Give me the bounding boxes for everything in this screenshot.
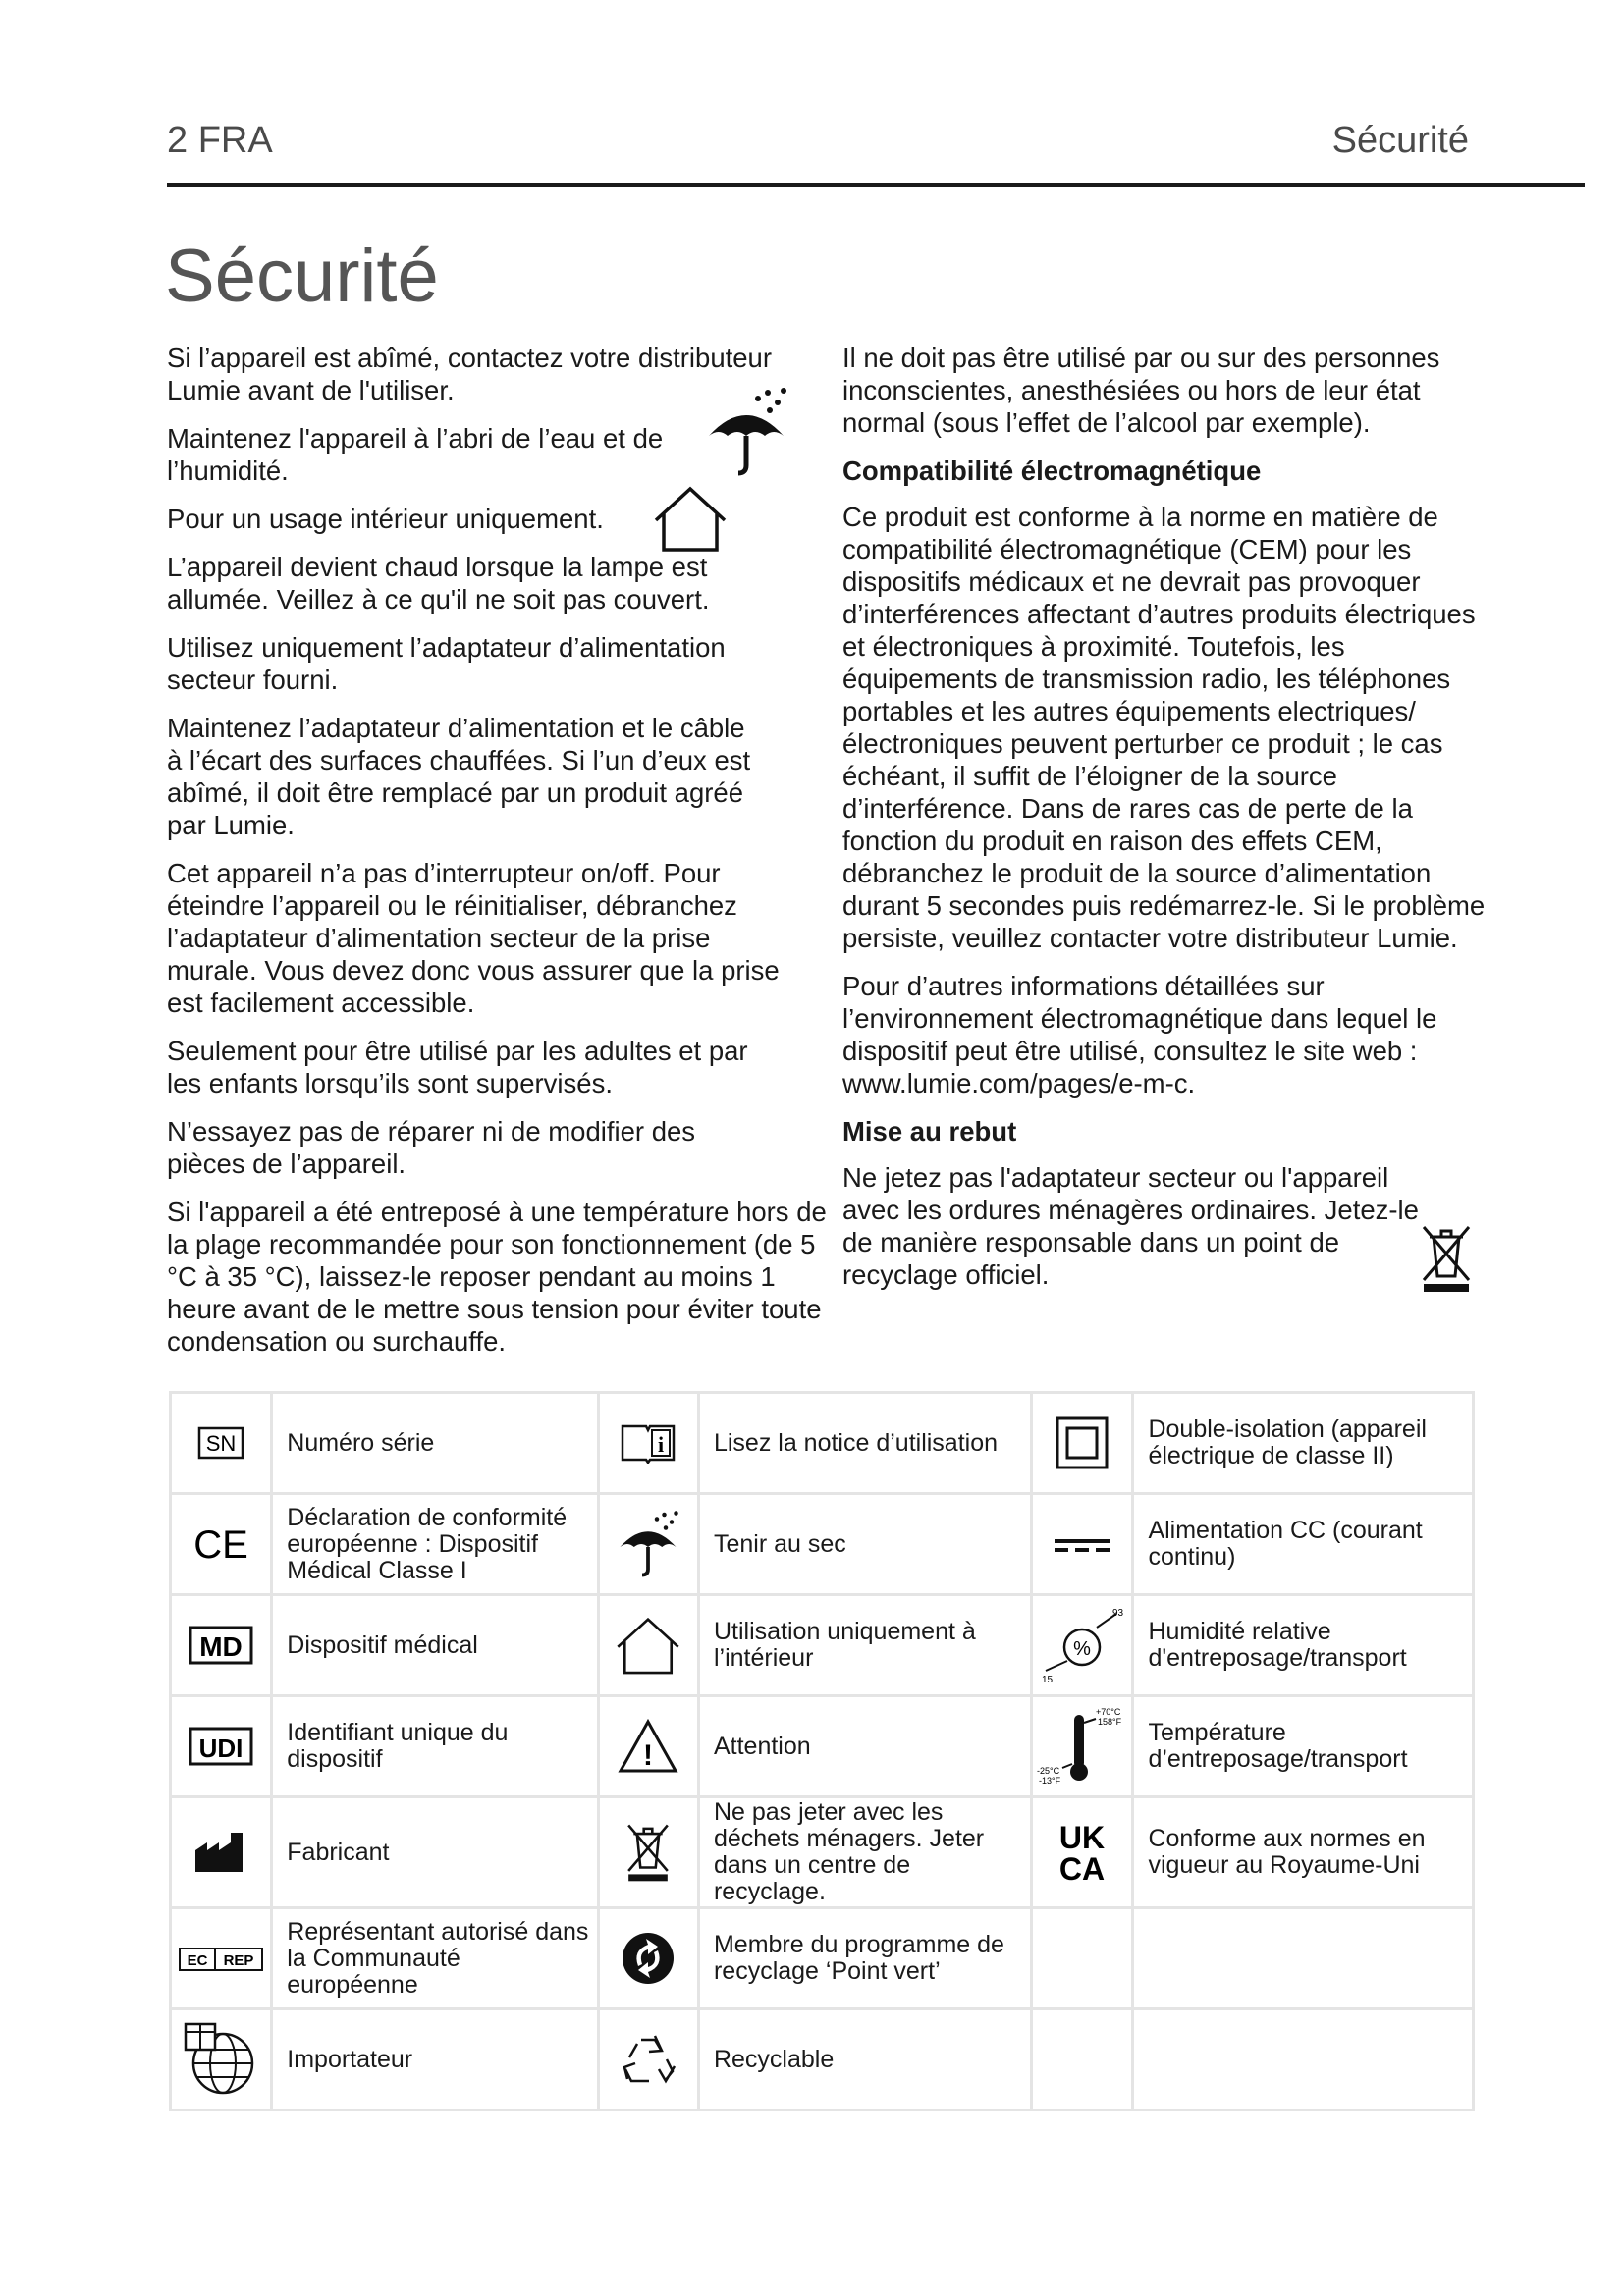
table-row: [171, 1393, 1474, 1494]
symbol-cell: [598, 1696, 698, 1797]
manufacturer-icon: [193, 1831, 248, 1874]
symbol-label: Ne pas jeter avec les déchets ménagers. Jeter dans un centre de recyclage.: [698, 1797, 1031, 1908]
symbol-label: Tenir au sec: [698, 1494, 1031, 1595]
symbol-label: Attention: [698, 1696, 1031, 1797]
emc-heading: Compatibilité électromagnétique: [842, 455, 1262, 486]
paragraph-emc: Ce produit est conforme à la norme en matière de compatibilité électromagnétique (CEM) pour les dispositifs médicaux et ne devrait pas provoquer d’interférences affectant d’autres produits électriques et électroniques à proximité. Toutefois, les équipements de transmission radio, les téléphones portables et les autres équipements electriques/électroniques peuvent perturber ce produit ; le cas échéant, il suffit de l’éloigner de la source d’interférence. Dans de rares cas de perte de la fonction du produit en raison des effets CEM, débranchez le produit de la source d’alimentation durant 5 secondes puis redémarrez-le. Si le problème persiste, veuillez contacter votre distributeur Lumie.: [842, 502, 1486, 953]
importer-icon: [184, 2022, 258, 2097]
thermometer-min-c: -25°C: [1037, 1766, 1060, 1776]
ec-rep-text-1: EC: [187, 1951, 208, 1969]
udi-icon: [189, 1727, 253, 1766]
symbol-cell: [598, 2009, 698, 2110]
symbol-label: Déclaration de conformité européenne : Dispositif Médical Classe I: [272, 1494, 598, 1595]
warning-icon-text: !: [643, 1739, 654, 1772]
weee-bin-icon: [1418, 1223, 1475, 1294]
table-row: [171, 1908, 1474, 2009]
symbol-cell: [171, 2009, 272, 2110]
symbol-cell: [171, 1494, 272, 1595]
dc-power-icon: [1053, 1535, 1111, 1555]
paragraph-emc-more: Pour d’autres informations détaillées sur l’environnement électromagnétique dans lequel le dispositif peut être utilisé, consultez le site web : www.lumie.com/pages/e-m-c.: [842, 971, 1437, 1098]
instructions-icon-text: i: [658, 1432, 665, 1457]
md-icon-text: MD: [199, 1631, 243, 1662]
table-row: [171, 1494, 1474, 1595]
symbol-label: Importateur: [272, 2009, 598, 2110]
symbol-cell: [1031, 1494, 1133, 1595]
table-row: [171, 1696, 1474, 1797]
symbol-label: Membre du programme de recyclage ‘Point vert’: [698, 1908, 1031, 2009]
symbol-label: Humidité relative d'entreposage/transport: [1133, 1595, 1474, 1696]
page-title: Sécurité: [165, 235, 439, 318]
symbol-label: Utilisation uniquement à l’intérieur: [698, 1595, 1031, 1696]
symbol-cell: [171, 1393, 272, 1494]
ce-mark-text: CE: [193, 1523, 248, 1566]
right-column: [842, 342, 1490, 1307]
symbol-label: Fabricant: [272, 1797, 598, 1908]
ec-rep-icon: [178, 1947, 264, 1972]
symbol-label: Lisez la notice d’utilisation: [698, 1393, 1031, 1494]
md-icon: [189, 1626, 253, 1665]
sn-icon: [197, 1426, 244, 1460]
symbol-cell: [598, 1393, 698, 1494]
symbol-cell: [171, 1595, 272, 1696]
symbol-cell: [598, 1797, 698, 1908]
symbol-label: Représentant autorisé dans la Communauté européenne: [272, 1908, 598, 2009]
paragraph-indoor: Pour un usage intérieur uniquement.: [167, 504, 604, 534]
recycle-icon: [620, 2032, 677, 2087]
humidity-max: 93: [1112, 1608, 1124, 1619]
ukca-icon-text-2: CA: [1058, 1851, 1106, 1884]
thermometer-icon: [1035, 1705, 1129, 1788]
paragraph-adapter: Utilisez uniquement l’adaptateur d’alimentation secteur fourni.: [167, 632, 726, 695]
instructions-icon: [619, 1422, 677, 1464]
empty-cell: [1031, 1908, 1133, 2009]
disposal-heading: Mise au rebut: [842, 1116, 1017, 1147]
ukca-icon: [1053, 1821, 1111, 1884]
symbol-label: Numéro série: [272, 1393, 598, 1494]
symbol-cell: [598, 1595, 698, 1696]
ec-rep-text-2: REP: [223, 1951, 254, 1969]
umbrella-icon: [613, 1507, 683, 1581]
empty-cell: [1031, 2009, 1133, 2110]
symbol-cell: [171, 1696, 272, 1797]
symbol-label: Double-isolation (appareil électrique de classe II): [1133, 1393, 1474, 1494]
thermometer-max-c: +70°C: [1096, 1707, 1121, 1717]
symbol-cell: [1031, 1797, 1133, 1908]
paragraph-temperature: Si l'appareil a été entreposé à une température hors de la plage recommandée pour son fonctionnement (de 5 °C à 35 °C), laissez-le reposer pendant au moins 1 heure avant de le mettre sous tension pour éviter toute condensation ou surchauffe.: [167, 1197, 827, 1357]
symbols-table: [169, 1391, 1475, 2111]
symbol-label: Alimentation CC (courant continu): [1133, 1494, 1474, 1595]
paragraph-supervision: Seulement pour être utilisé par les adultes et par les enfants lorsqu’ils sont supervisés.: [167, 1036, 748, 1098]
symbol-label: Température d’entreposage/transport: [1133, 1696, 1474, 1797]
symbol-label: Conforme aux normes en vigueur au Royaume-Uni: [1133, 1797, 1474, 1908]
house-icon: [613, 1614, 683, 1677]
paragraph-unconscious: Il ne doit pas être utilisé par ou sur des personnes inconscientes, anesthésiées ou hors de leur état normal (sous l’effet de l’alcool par exemple).: [842, 343, 1440, 438]
paragraph-cable: Maintenez l’adaptateur d’alimentation et le câble à l’écart des surfaces chauffées. Si l’un d’eux est abîmé, il doit être remplacé par un produit agréé par Lumie.: [167, 713, 751, 840]
paragraph-no-switch: Cet appareil n’a pas d’interrupteur on/off. Pour éteindre l’appareil ou le réinitialiser, débranchez l’adaptateur d’alimentation secteur de la prise murale. Vous devez donc vous assurer que la prise est facilement accessible.: [167, 858, 780, 1018]
symbol-cell: [1031, 1595, 1133, 1696]
ce-mark-icon: [193, 1522, 248, 1566]
symbol-cell: [1031, 1393, 1133, 1494]
left-column: [167, 342, 835, 1373]
ukca-icon-text-1: UK: [1058, 1821, 1106, 1855]
umbrella-icon: [699, 385, 793, 479]
double-insulation-icon: [1055, 1415, 1110, 1470]
paragraph-disposal: Ne jetez pas l'adaptateur secteur ou l'appareil avec les ordures ménagères ordinaires. Jetez-le de manière responsable dans un point de recyclage officiel.: [842, 1162, 1419, 1290]
green-dot-icon: [621, 1931, 676, 1986]
table-row: [171, 1595, 1474, 1696]
table-row: [171, 2009, 1474, 2110]
humidity-min: 15: [1042, 1675, 1054, 1684]
symbol-label: Identifiant unique du dispositif: [272, 1696, 598, 1797]
symbol-cell: [1031, 1696, 1133, 1797]
weee-bin-icon: [623, 1821, 673, 1884]
udi-icon-text: UDI: [198, 1734, 244, 1763]
empty-cell: [1133, 2009, 1474, 2110]
symbol-label: Dispositif médical: [272, 1595, 598, 1696]
warning-icon: [617, 1718, 679, 1775]
paragraph-moisture: Maintenez l'appareil à l’abri de l’eau et de l’humidité.: [167, 423, 664, 486]
sn-icon-text: SN: [205, 1431, 237, 1456]
symbol-cell: [171, 1797, 272, 1908]
humidity-icon: [1038, 1606, 1126, 1684]
empty-cell: [1133, 1908, 1474, 2009]
paragraph-hot: L’appareil devient chaud lorsque la lampe est allumée. Veillez à ce qu'il ne soit pas couvert.: [167, 552, 710, 614]
symbol-cell: [598, 1494, 698, 1595]
thermometer-max-f: 158°F: [1098, 1717, 1122, 1727]
symbol-label: Recyclable: [698, 2009, 1031, 2110]
header-section-title: Sécurité: [1331, 120, 1469, 161]
paragraph-no-repair: N’essayez pas de réparer ni de modifier des pièces de l’appareil.: [167, 1116, 696, 1179]
humidity-icon-text: %: [1073, 1638, 1091, 1660]
thermometer-min-f: -13°F: [1039, 1776, 1061, 1786]
header-divider: [167, 183, 1585, 187]
paragraph-damaged: Si l’appareil est abîmé, contactez votre distributeur Lumie avant de l'utiliser.: [167, 343, 772, 405]
symbol-cell: [171, 1908, 272, 2009]
table-row: [171, 1797, 1474, 1908]
house-icon: [650, 483, 731, 554]
symbol-cell: [598, 1908, 698, 2009]
header-page-label: 2 FRA: [167, 120, 273, 161]
